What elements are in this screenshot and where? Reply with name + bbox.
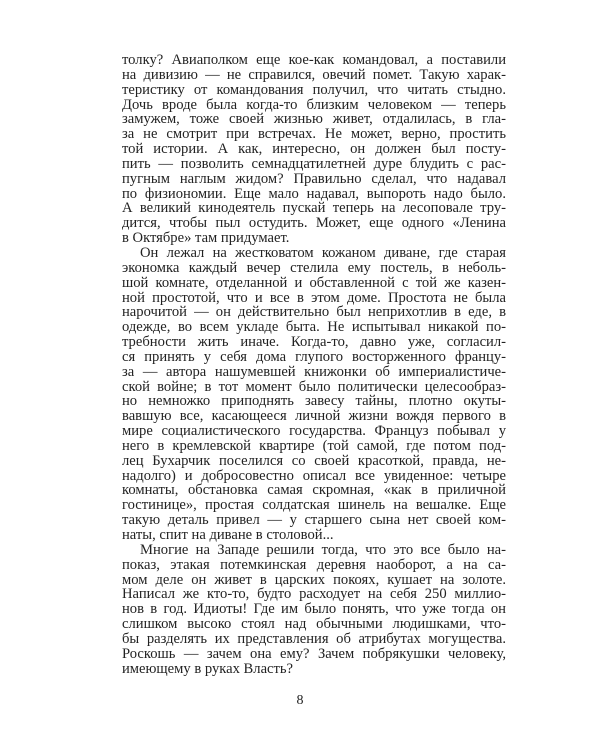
text-line: по физиономии. Еще мало надавал, выпороть надо было.	[122, 185, 506, 202]
text-line: теристику от командования получил, что читать стыдно.	[122, 81, 506, 98]
text-line: замужем, тоже своей жизнью живет, отдалилась, в гла-	[122, 111, 506, 128]
text-line: за не смотрит при встречах. Не может, верно, простить	[122, 126, 506, 143]
text-line: вавшую все, касающееся личной жизни вождя первого в	[122, 408, 506, 425]
text-line: нов в год. Идиоты! Где им было понять, что уже тогда он	[122, 601, 506, 618]
text-line: бы разделять их представления об атрибутах могущества.	[122, 630, 506, 647]
text-line: нарочитой — он действительно был неприхотлив в еде, в	[122, 304, 506, 321]
text-line: наты, спит на диване в столовой...	[122, 527, 334, 543]
text-line: показ, этакая потемкинская деревня наоборот, а на са-	[122, 556, 506, 573]
text-line: слишком высоко стоял над обычными людишками, что-	[122, 616, 506, 633]
text-line: в Октябре» там придумает.	[122, 230, 290, 247]
text-line: такую деталь привел — у старшего сына нет своей ком-	[122, 512, 506, 529]
text-line: надолго) и добросовестно описал все увиденное: четыре	[122, 467, 506, 484]
text-line: Написал же кто-то, будто расходует на себя 250 миллио-	[122, 586, 506, 603]
text-line: комнаты, обстановка самая скромная, «как в приличной	[122, 482, 506, 499]
text-line: ной простотой, что и все в этом доме. Простота не была	[122, 289, 506, 306]
text-line: требности жить иначе. Когда-то, давно уже, согласил-	[122, 334, 506, 351]
text-line: дится, чтобы пыл остудить. Может, еще одного «Ленина	[122, 215, 506, 232]
page-number: 8	[296, 693, 304, 708]
paragraph	[122, 246, 506, 543]
text-line: лец Бухарчик поселился со своей красоткой, правда, не-	[122, 452, 506, 469]
text-line: той истории. А как, интересно, он должен был посту-	[122, 141, 506, 158]
text-line: мом деле он живет в царских покоях, кушает на золоте.	[122, 571, 506, 588]
text-line: ской войне; в тот момент было политически целесообраз-	[122, 378, 506, 395]
text-line: экономка каждый вечер стелила ему постель, в неболь-	[122, 259, 506, 276]
text-line: Многие на Западе решили тогда, что это все было на-	[140, 541, 506, 558]
text-line: шой комнате, отделанной и обставленной с той же казен-	[122, 274, 506, 291]
text-line: пить — позволить семнадцатилетней дуре блудить с рас-	[122, 155, 506, 172]
text-line: гостинице», простая солдатская шинель на вешалке. Еще	[122, 497, 506, 514]
text-line: на дивизию — не справился, овечий помет. Такую харак-	[122, 66, 506, 83]
text-line: пугным наглым жидом? Правильно сделал, что надавал	[122, 170, 506, 187]
text-line: Он лежал на жестковатом кожаном диване, где старая	[140, 244, 506, 261]
text-line: одежде, во всем укладе быта. Не испытывал никакой по-	[122, 319, 506, 336]
text-line: ся принять у себя дома глупого восторженного францу-	[122, 348, 506, 365]
text-line: мире социалистического государства. Француз побывал у	[122, 423, 506, 440]
text-line: А великий кинодеятель пускай теперь на лесоповале тру-	[122, 200, 506, 217]
text-line: за — автора нашумевшей книжонки об империалистиче-	[122, 363, 506, 380]
text-line: Роскошь — зачем она ему? Зачем побрякушки человеку,	[122, 645, 506, 662]
paragraph	[122, 53, 506, 246]
paragraph	[122, 543, 506, 677]
body-text	[122, 53, 506, 676]
text-line: толку? Авиаполком еще кое-как командовал, а поставили	[122, 52, 506, 68]
text-line: Дочь вроде была когда-то близким человеком — теперь	[122, 96, 506, 113]
text-line: него в кремлевской квартире (той самой, где потом под-	[122, 437, 506, 454]
text-line: имеющему в руках Власть?	[122, 660, 294, 677]
text-line: но немножко приподнять завесу тайны, плотно окуты-	[122, 393, 506, 410]
